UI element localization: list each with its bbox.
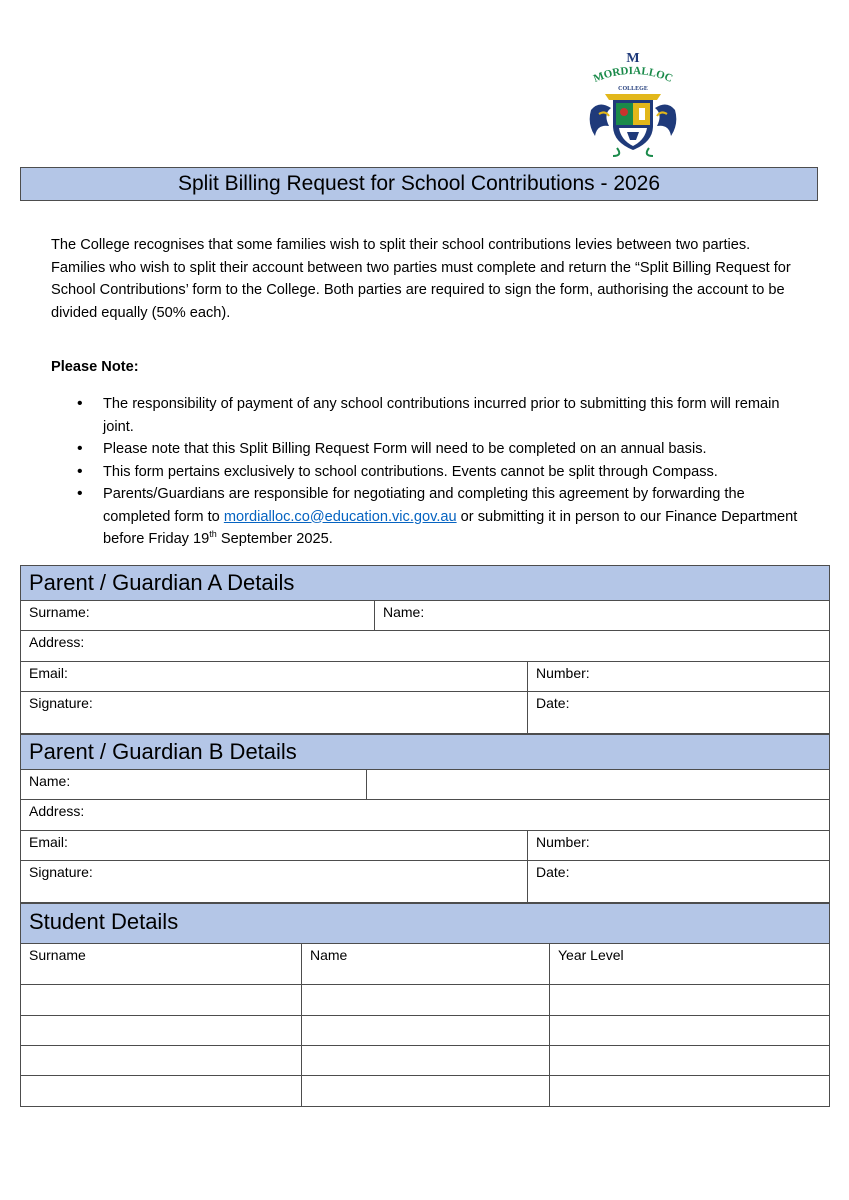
note-item: • This form pertains exclusively to school contributions. Events cannot be split through Compass.: [52, 461, 802, 484]
guardian-b-address-field[interactable]: Address:: [29, 803, 85, 819]
student-row: [20, 1076, 830, 1107]
guardian-b-row-signature: [20, 861, 830, 903]
guardian-a-row-address: [20, 631, 830, 662]
student-name-field[interactable]: [301, 1076, 549, 1106]
logo-wordmark: MORDIALLOC: [591, 64, 675, 85]
student-name-field[interactable]: [301, 1046, 549, 1075]
guardian-b-number-field[interactable]: Number:: [527, 831, 829, 860]
guardian-b-heading: Parent / Guardian B Details: [20, 734, 830, 770]
guardian-a-row-signature: [20, 692, 830, 734]
student-row: [20, 1016, 830, 1046]
student-header-row: [20, 944, 830, 985]
guardian-b-date-field[interactable]: Date:: [527, 861, 829, 902]
guardian-a-email-field[interactable]: Email:: [29, 665, 68, 681]
student-name-field[interactable]: [301, 1016, 549, 1045]
guardian-a-date-field[interactable]: Date:: [527, 692, 829, 733]
note-item: • Please note that this Split Billing Request Form will need to be completed on an annual basis.: [52, 438, 802, 461]
student-col-name: Name: [301, 944, 549, 984]
student-year-level-field[interactable]: [549, 1076, 829, 1106]
student-surname-field[interactable]: [21, 1076, 301, 1106]
student-col-surname: Surname: [29, 947, 86, 963]
student-row: [20, 1046, 830, 1076]
student-name-field[interactable]: [301, 985, 549, 1015]
guardian-a-name-field[interactable]: Name:: [374, 601, 829, 630]
student-col-year-level: Year Level: [549, 944, 829, 984]
guardian-a-section: [20, 565, 830, 734]
guardian-b-email-field[interactable]: Email:: [29, 834, 68, 850]
note-heading: Please Note:: [51, 359, 139, 375]
student-surname-field[interactable]: [21, 985, 301, 1015]
student-surname-field[interactable]: [21, 1016, 301, 1045]
svg-text:COLLEGE: COLLEGE: [618, 86, 648, 92]
form-title: Split Billing Request for School Contributions - 2026: [20, 167, 818, 201]
note-item: • The responsibility of payment of any school contributions incurred prior to submitting this form will remain joint.: [52, 393, 802, 438]
note-list: [52, 393, 802, 551]
college-logo: [583, 48, 683, 158]
intro-paragraph: The College recognises that some families wish to split their school contributions levies between two parties. Families who wish to split their account between two parties must complete and return the “Split Billing Request for School Contributions’ form to the College. Both parties are required to sign the form, authorising the account to be divided equally (50% each).: [51, 237, 791, 321]
student-surname-field[interactable]: [21, 1046, 301, 1075]
student-section: [20, 903, 830, 1107]
guardian-b-name-field[interactable]: Name:: [29, 773, 71, 789]
student-year-level-field[interactable]: [549, 985, 829, 1015]
note-item: • Parents/Guardians are responsible for negotiating and completing this agreement by forwarding the completed form to mordialloc.co@education.vic.gov.au or submitting it in person to our Finance Department before Friday 19th September 2025.: [52, 483, 802, 551]
student-row: [20, 985, 830, 1016]
student-heading: Student Details: [20, 903, 830, 944]
guardian-a-number-field[interactable]: Number:: [527, 662, 829, 691]
svg-text:M: M: [626, 51, 640, 66]
guardian-a-surname-field[interactable]: Surname:: [29, 604, 90, 620]
guardian-a-heading: Parent / Guardian A Details: [20, 565, 830, 601]
student-year-level-field[interactable]: [549, 1046, 829, 1075]
guardian-b-signature-field[interactable]: Signature:: [29, 864, 93, 880]
guardian-a-signature-field[interactable]: Signature:: [29, 695, 93, 711]
guardian-b-section: [20, 734, 830, 903]
email-link[interactable]: mordialloc.co@education.vic.gov.au: [223, 508, 457, 525]
guardian-a-row-contact: [20, 662, 830, 692]
student-year-level-field[interactable]: [549, 1016, 829, 1045]
guardian-a-row-names: [20, 601, 830, 631]
guardian-b-row-address: [20, 800, 830, 831]
guardian-b-row-contact: [20, 831, 830, 861]
guardian-b-row-names: [20, 770, 830, 800]
guardian-b-blank-field[interactable]: [366, 770, 829, 799]
guardian-a-address-field[interactable]: Address:: [29, 634, 85, 650]
